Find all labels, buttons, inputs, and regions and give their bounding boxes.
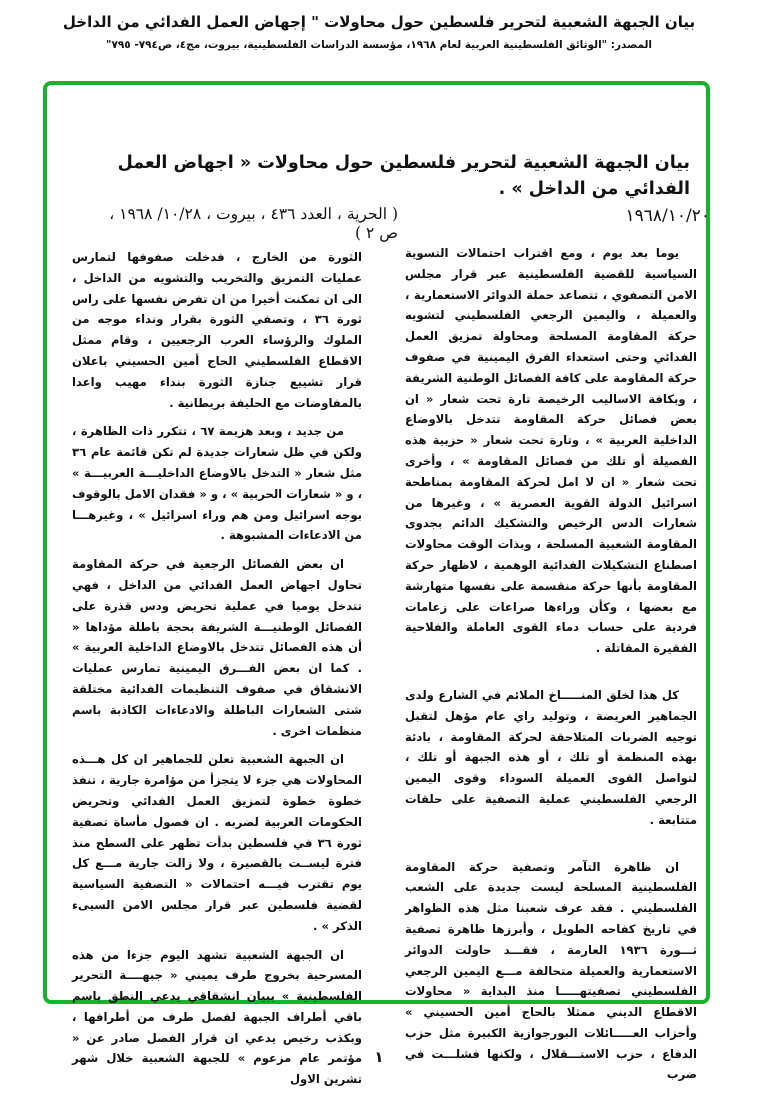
document-title: بيان الجبهة الشعبية لتحرير فلسطين حول محاولات « اجهاض العمل الفدائي من الداخل » .: [117, 153, 690, 199]
document-citation: ( الحرية ، العدد ٤٣٦ ، بيروت ، ١٠/٢٨/ ١٩٦٨ ، ص ٢ ): [109, 205, 398, 242]
header-source-citation: المصدر: "الوثائق الفلسطينية العربية لعام ١٩٦٨، مؤسسة الدراسات الفلسطينية، بيروت، مج٤، ص٧٩٤- ٧٩٥": [105, 39, 653, 51]
paragraph: الثورة من الخارج ، فدخلت صفوفها لتمارس عمليات التمزيق والتخريب والتشويه من الداخل ، الى ان تمكنت أخيرا من ان تفرض نفسها على راس ثورة ٣٦ ، وتصفي الثورة بقرار ونداء موجه من الملوك والرؤساء العرب الرجعيين ، وقام ممثل الاقطاع الفلسطيني الحاج أمين الحسيني باعلان قرار تشييع جنازة الثورة بنداء مهيب واعدا بالمفاوضات مع الحليفة بريطانية .: [72, 250, 362, 410]
page-number: ١: [374, 1048, 384, 1066]
paragraph: ان ظاهرة التآمر وتصفية حركة المقاومة الفلسطينية المسلحة ليست جديدة على الشعب الفلسطيني . فقد عرف شعبنا مثل هذه الظواهر في تاريخ كفاحه الطويل ، وأبرزها ظاهرة تصفية ثـــورة ١٩٣٦ العارمة ، فقـــد حاولت الدوائر الاستعمارية والعميلة متحالفة مـــع اليمين الرجعي الفلسطيني تصفيتهـــــا منذ البداية « محاولات الاقطاع الديني ممثلا بالحاج أمين الحسيني » وأحزاب العـــــائلات البورجوازية الكبيرة مثل حزب الدفاع ، حزب الاستـــقلال ، ولكنها فشلـــت في ضرب: [405, 859, 697, 1082]
page-header: [0, 10, 758, 54]
paragraph: ان الجبهة الشعبية تشهد اليوم جزءا من هذه المسرحية بخروج طرف يميني « جبهــــة التحرير الفلسطينية » ببيان انشقاقي يدعي النطق باسم باقي أطراف الجبهة لفصل طرف من أطرافها ، وبكذب رخيص يدعي ان قرار الفصل صادر عن « مؤتمر عام مزعوم » للجبهة الشعبية خلال شهر تشرين الاول: [72, 947, 362, 1087]
paragraph: كل هذا لخلق المنـــــاخ الملائم في الشارع ولدى الجماهير العريضة ، وتوليد راي عام مؤهل لتقبل توجيه الضربات المتلاحقة لحركة المقاومة ، بادئة بهذه المنظمة أو تلك ، أو هذه الجبهة أو تلك ، لتواصل القوى العميلة السوداء وقوى اليمين الرجعي الفلسطيني عملية التصفية على حلقات متتابعة .: [405, 687, 697, 827]
paragraph: ان الجبهة الشعبية تعلن للجماهير ان كل هـــذه المحاولات هي جزء لا يتجزأ من مؤامرة جارية ، تنفذ خطوة خطوة لتمزيق العمل الفدائي وتحريض الحكومات العربية لضربه . ان فصول مأساة تصفية ثورة ٣٦ في فلسطين بدأت تظهر على السطح منذ فترة ليســت بالقصيرة ، ولا زالت جارية مـــع كل يوم تقترب فيـــه احتمالات « التصفية السياسية لقضية فلسطين عبر قرار مجلس الامن السيىء الذكر » .: [72, 752, 362, 933]
paragraph: ان بعض الفصائل الرجعية في حركة المقاومة تحاول اجهاض العمل الفدائي من الداخل ، فهي تتدخل يوميا في عملية تحريض ودس قذرة على الفصائل الوطنيـــة الشريفة بحجة باطلة مؤداها « أن هذه الفصائل تتدخل بالاوضاع الداخلية العربية » . كما ان بعض الفـــرق اليمينية تمارس عمليات الانشقاق في صفوف التنظيمات الفدائية مختلقة شتى الشعارات الباطلة والادعاءات الكاذبة باسم منظمات اخرى .: [72, 557, 362, 738]
paragraph: من جديد ، وبعد هزيمة ٦٧ ، تتكرر ذات الظاهرة ، ولكن في ظل شعارات جديدة لم تكن قائمة عام ٣٦ مثل شعار « التدخل بالاوضاع الداخليـــة العربيـــة » ، و « شعارات الحربية » ، و « فقدان الامل بالوقوف بوجه اسرائيل ومن هم وراء اسرائيل » ، وغيرهـــا من الادعاءات المشبوهة .: [72, 424, 362, 543]
header-title: بيان الجبهة الشعبية لتحرير فلسطين حول محاولات " إجهاض العمل الفدائي من الداخل: [62, 13, 696, 31]
document-date: ١٩٦٨/١٠/٢٠: [625, 206, 710, 226]
right-column: [405, 243, 697, 1093]
left-column: [72, 247, 362, 1098]
paragraph: يوما بعد يوم ، ومع اقتراب احتمالات التسوية السياسية للقضية الفلسطينية عبر قرار مجلس الامن التصفوي ، تتصاعد حملة الدوائر الاستعمارية ، والعميلة ، واليمين الرجعي الفلسطيني لتشويه حركة المقاومة المسلحة ومحاولة تمزيق العمل الفدائي وحتى استعداء الفرق اليمينية في صفوف حركة المقاومة على كافة الفصائل الوطنية الشريفة ، وبكافة الاساليب الرخيصة تارة تحت شعار « ان بعض فصائل حركة المقاومة تتدخل بالاوضاع الداخلية العربية » ، وتارة تحت شعار « حزبية هذه الفصيلة أو تلك من فصائل المقاومة » ، وأخرى تحت شعار « ان لا امل لحركة المقاومة بمناطحة اسرائيل الدولة القوية العصرية » ، وغيرها من شعارات الدس الرخيص والتشكيك الدائم بجدوى المقاومة الشعبية المسلحة ، وبذات الوقت محاولات اصطناع التشكيلات الفدائية الوهمية ، لاظهار حركة المقاومة بأنها حركة منقسمة على نفسها متهارشة مع بعضها ، وكأن وراءها صراعات على زعامات فردية على حساب دماء القوى العاملة والفلاحية الفقيرة المقاتلة .: [405, 246, 697, 656]
